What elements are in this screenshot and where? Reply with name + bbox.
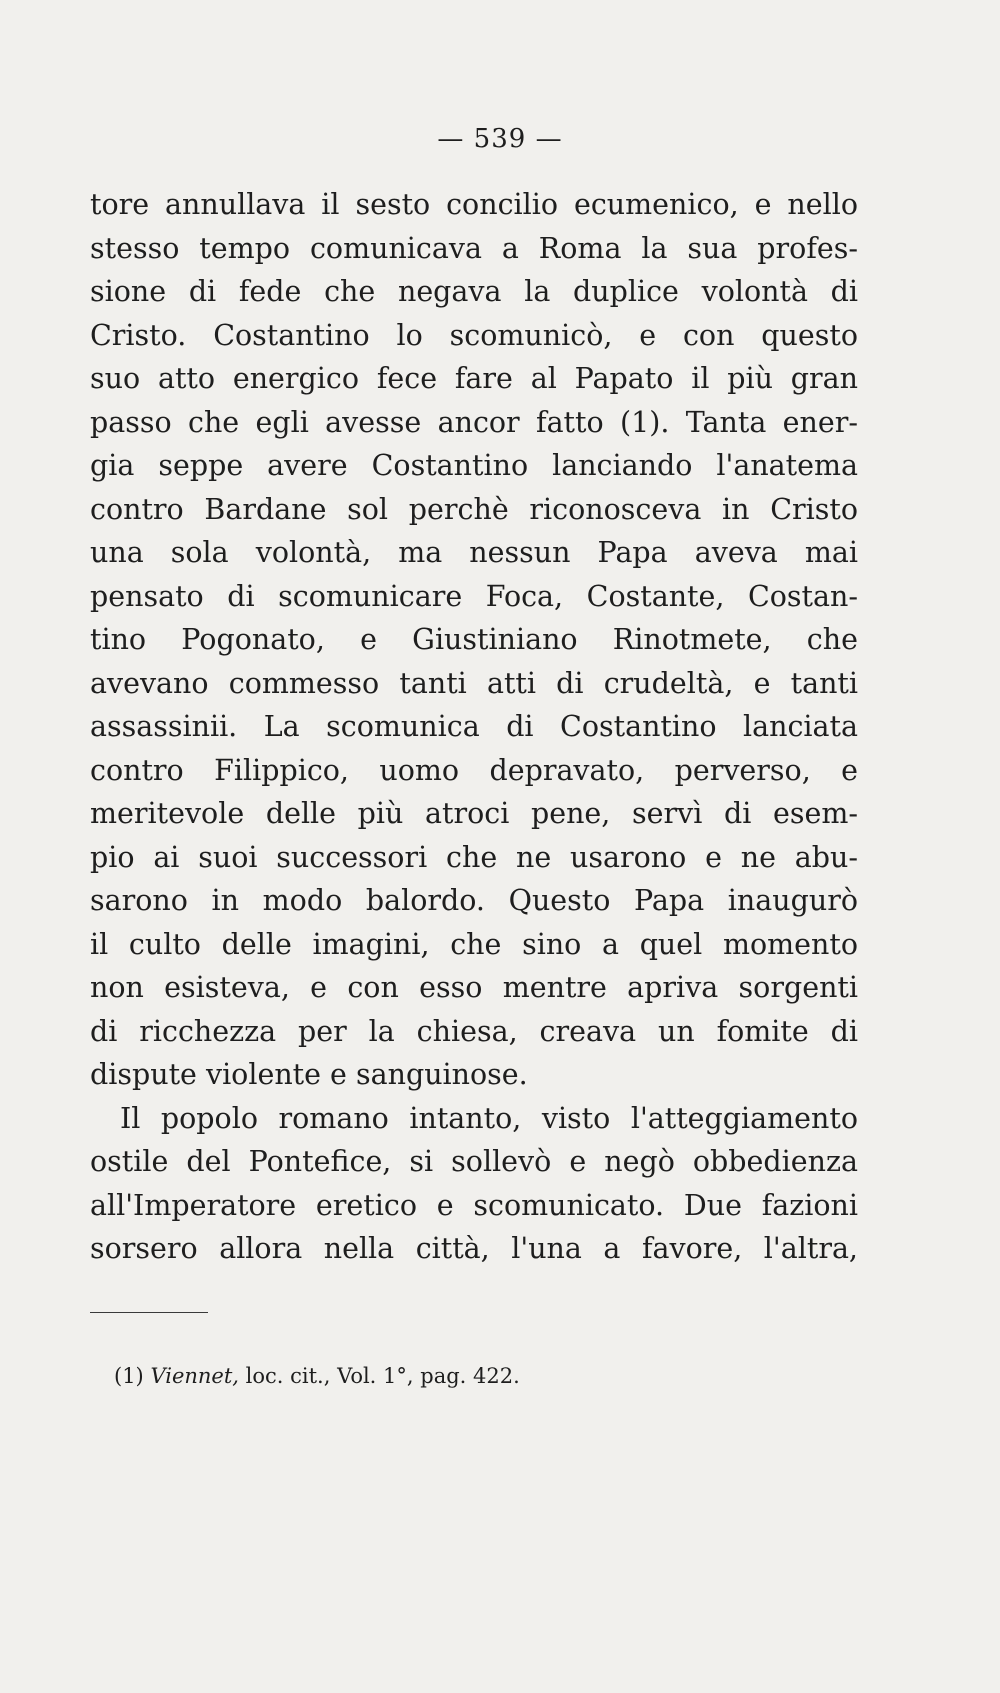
text-line: sorsero allora nella città, l'una a favore, l'altra, <box>90 1232 858 1265</box>
paragraph-end-line: dispute violente e sanguinose. <box>90 1058 528 1091</box>
footnote-author: Viennet, <box>150 1364 239 1388</box>
text-line: una sola volontà, ma nessun Papa aveva mai <box>90 536 858 569</box>
footnote-marker: (1) <box>114 1364 144 1388</box>
page-number: — 539 — <box>437 124 563 154</box>
text-line: assassinii. La scomunica di Costantino lanciata <box>90 710 858 743</box>
text-line: tore annullava il sesto concilio ecumenico, e nello <box>90 188 858 221</box>
text-line: contro Bardane sol perchè riconosceva in Cristo <box>90 492 858 526</box>
footnote-divider <box>90 1312 208 1313</box>
paragraph-start-line: Il popolo romano intanto, visto l'atteggiamento <box>120 1101 858 1135</box>
text-line: il culto delle imagini, che sino a quel momento <box>90 927 858 961</box>
text-line: sarono in modo balordo. Questo Papa inaugurò <box>90 884 858 917</box>
text-line: di ricchezza per la chiesa, creava un fomite di <box>90 1014 858 1048</box>
text-line: sione di fede che negava la duplice volontà di <box>90 275 858 308</box>
text-line: gia seppe avere Costantino lanciando l'anatema <box>90 449 858 482</box>
text-line: contro Filippico, uomo depravato, perverso, e <box>90 753 858 787</box>
text-line: pio ai suoi successori che ne usarono e ne abu- <box>90 840 858 874</box>
text-line: non esisteva, e con esso mentre apriva sorgenti <box>90 971 858 1004</box>
text-line: Cristo. Costantino lo scomunicò, e con questo <box>90 318 858 352</box>
text-line: ostile del Pontefice, si sollevò e negò obbedienza <box>90 1145 858 1178</box>
text-line: passo che egli avesse ancor fatto (1). Tanta ener- <box>90 405 858 439</box>
text-line: meritevole delle più atroci pene, servì di esem- <box>90 797 858 830</box>
text-line: stesso tempo comunicava a Roma la sua profes- <box>90 231 858 265</box>
text-line: all'Imperatore eretico e scomunicato. Due fazioni <box>90 1188 858 1222</box>
text-line: tino Pogonato, e Giustiniano Rinotmete, che <box>90 623 858 656</box>
text-line: avevano commesso tanti atti di crudeltà, e tanti <box>90 666 858 700</box>
text-line: suo atto energico fece fare al Papato il più gran <box>90 362 858 395</box>
footnote <box>114 1364 520 1388</box>
footnote-reference: loc. cit., Vol. 1°, pag. 422. <box>245 1364 520 1388</box>
body-text <box>90 183 858 1271</box>
text-line: pensato di scomunicare Foca, Costante, Costan- <box>90 579 858 613</box>
